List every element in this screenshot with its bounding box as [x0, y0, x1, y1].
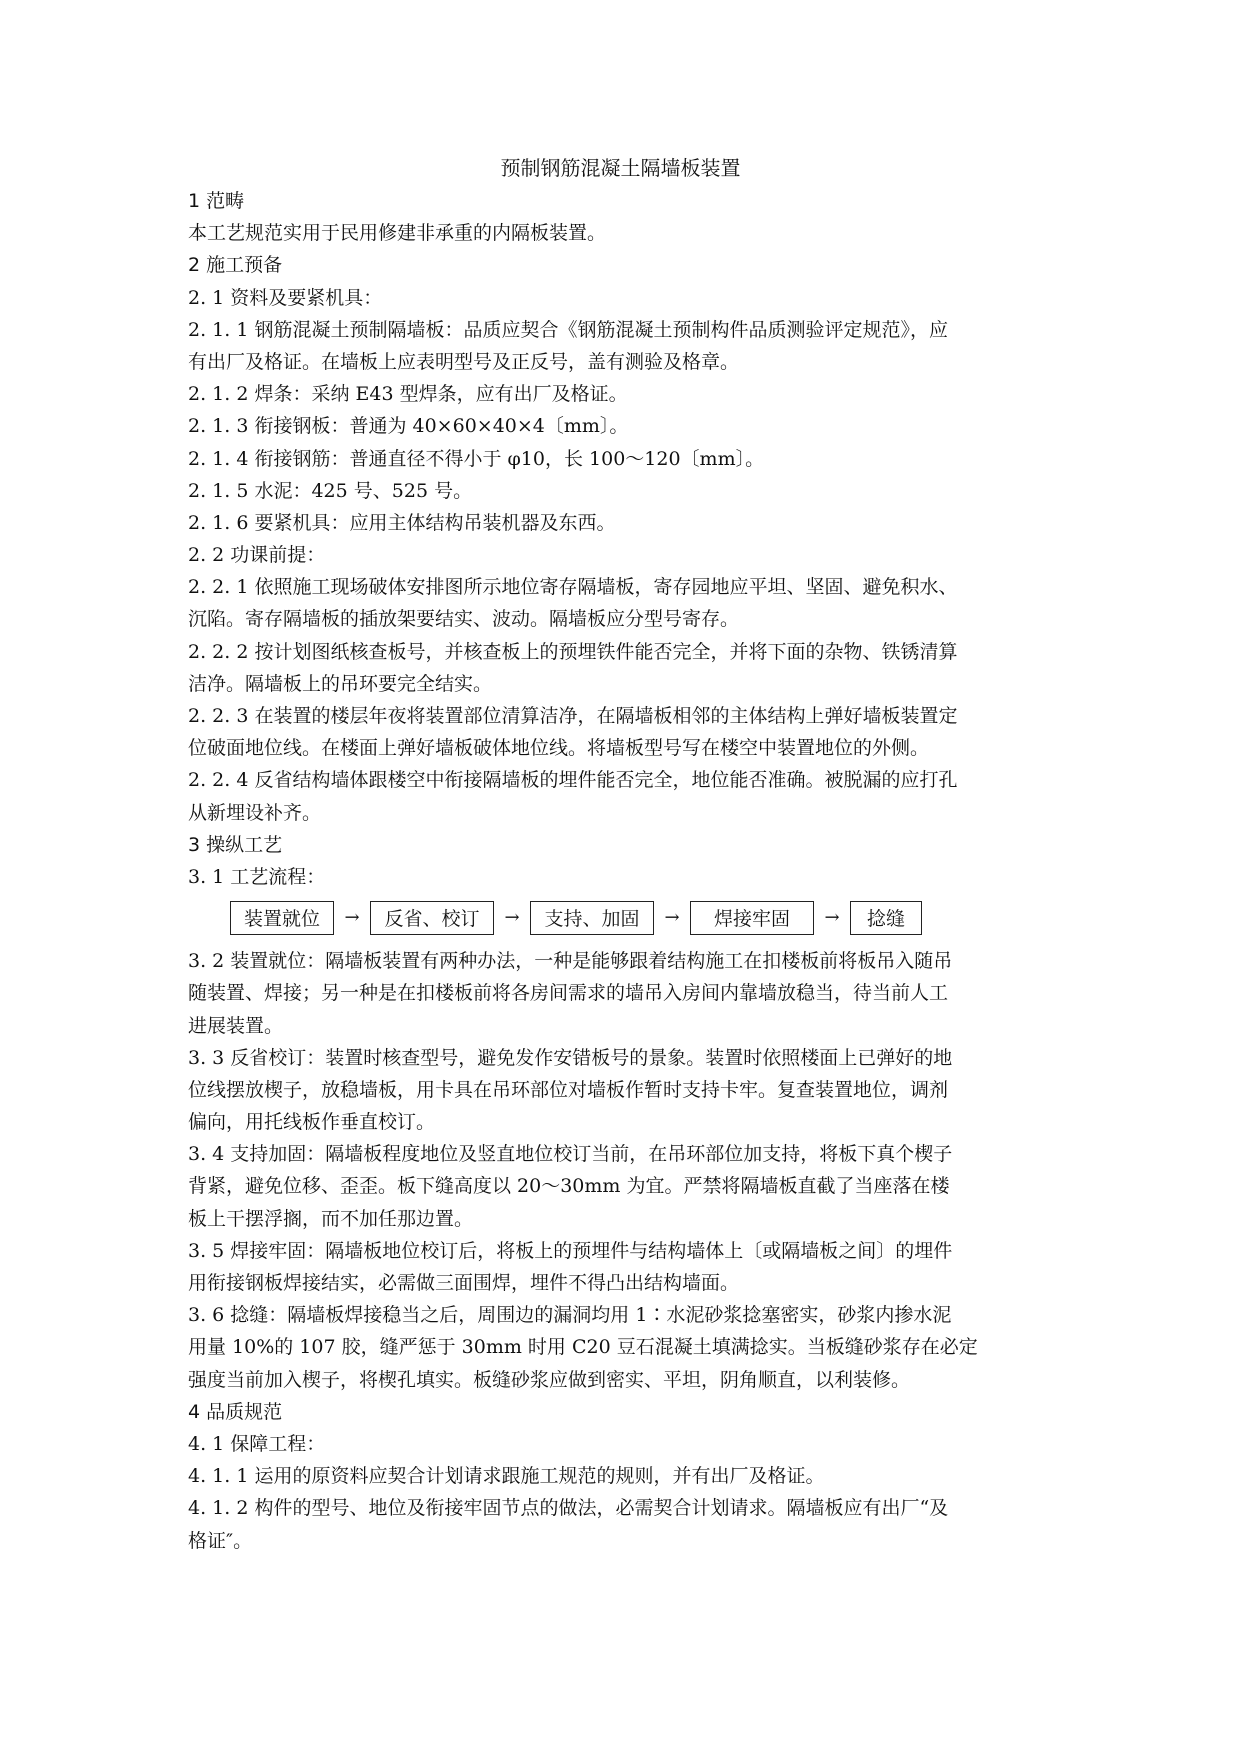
- flow-arrow-icon: →: [504, 907, 520, 929]
- text-line: 2. 1. 6 要紧机具：应用主体结构吊装机器及东西。: [188, 511, 616, 534]
- text-line: 2. 1. 5 水泥：425 号、525 号。: [188, 479, 473, 502]
- text-line: 2. 2. 4 反省结构墙体跟楼空中衔接隔墙板的埋件能否完全，地位能否准确。被脱漏的应打孔: [188, 769, 958, 792]
- flow-step: 支持、加固: [530, 901, 654, 935]
- text-line: 位线摆放楔子，放稳墙板，用卡具在吊环部位对墙板作暂时支持卡牢。复查装置地位，调剂: [188, 1078, 949, 1101]
- section-heading: 1 范畴: [188, 190, 245, 212]
- section-before-flow: [188, 185, 1058, 893]
- text-line: 用量 10%的 107 胶，缝严惩于 30mm 时用 C20 豆石混凝土填满捻实。当板缝砂浆存在必定: [188, 1336, 978, 1359]
- text-line: 背紧，避免位移、歪歪。板下缝高度以 20～30mm 为宜。严禁将隔墙板直截了当座落在楼: [188, 1175, 950, 1198]
- text-line: 4. 1. 2 构件的型号、地位及衔接牢固节点的做法，必需契合计划请求。隔墙板应有出厂“及: [188, 1497, 949, 1520]
- text-line: 位破面地位线。在楼面上弹好墙板破体地位线。将墙板型号写在楼空中装置地位的外侧。: [188, 737, 930, 760]
- text-line: 4. 1. 1 运用的原资料应契合计划请求跟施工规范的规则，并有出厂及格证。: [188, 1465, 825, 1488]
- text-line: 3. 4 支持加固：隔墙板程度地位及竖直地位校订当前，在吊环部位加支持，将板下真个楔子: [188, 1143, 953, 1166]
- section-heading: 4 品质规范: [188, 1400, 283, 1423]
- section-after-flow: [188, 945, 1058, 1557]
- document-title: 预制钢筋混凝土隔墙板装置: [500, 156, 741, 180]
- text-line: 3. 5 焊接牢固：隔墙板地位校订后，将板上的预埋件与结构墙体上〔或隔墙板之间〕的埋件: [188, 1239, 953, 1262]
- text-line: 3. 3 反省校订：装置时核查型号，避免发作安错板号的景象。装置时依照楼面上已弹好的地: [188, 1046, 953, 1069]
- text-line: 3. 6 捻缝：隔墙板焊接稳当之后，周围边的漏洞均用 1∶水泥砂浆捻塞密实，砂浆内掺水泥: [188, 1304, 952, 1327]
- flow-step: 反省、校订: [370, 901, 494, 935]
- flow-step: 焊接牢固: [690, 901, 814, 935]
- text-line: 2. 1. 1 钢筋混凝土预制隔墙板：品质应契合《钢筋混凝土预制构件品质测验评定规范》，应: [188, 318, 948, 341]
- process-flow-row: [230, 901, 922, 935]
- text-line: 有出厂及格证。在墙板上应表明型号及正反号，盖有测验及格章。: [188, 350, 740, 373]
- text-line: 3. 2 装置就位：隔墙板装置有两种办法，一种是能够跟着结构施工在扣楼板前将板吊入随吊: [188, 950, 953, 973]
- text-line: 2. 1. 4 衔接钢筋：普通直径不得小于 φ10，长 100～120〔mm〕。: [188, 447, 765, 470]
- process-flow: [188, 893, 1058, 945]
- text-line: 格证″。: [188, 1529, 253, 1552]
- text-line: 2. 1 资料及要紧机具：: [188, 286, 383, 309]
- section-heading: 2 施工预备: [188, 254, 283, 277]
- section-heading: 3 操纵工艺: [188, 833, 283, 856]
- text-line: 偏向，用托线板作垂直校订。: [188, 1111, 436, 1134]
- text-line: 进展装置。: [188, 1014, 284, 1037]
- text-line: 2. 1. 3 衔接钢板：普通为 40×60×40×4〔mm〕。: [188, 415, 629, 438]
- flow-arrow-icon: →: [344, 907, 360, 929]
- flow-step: 装置就位: [230, 901, 334, 935]
- text-line: 2. 2. 1 依照施工现场破体安排图所示地位寄存隔墙板，寄存园地应平坦、坚固、避免积水、: [188, 576, 958, 599]
- text-line: 2. 1. 2 焊条：采纳 E43 型焊条，应有出厂及格证。: [188, 383, 628, 406]
- text-line: 4. 1 保障工程：: [188, 1432, 326, 1455]
- text-line: 2. 2 功课前提：: [188, 544, 326, 567]
- flow-arrow-icon: →: [664, 907, 680, 929]
- text-line: 强度当前加入楔子，将楔孔填实。板缝砂浆应做到密实、平坦，阴角顺直，以利装修。: [188, 1368, 911, 1391]
- text-line: 板上干摆浮搁，而不加任那边置。: [188, 1207, 474, 1230]
- text-line: 本工艺规范实用于民用修建非承重的内隔板装置。: [188, 222, 607, 245]
- text-line: 用衔接钢板焊接结实，必需做三面围焊，埋件不得凸出结构墙面。: [188, 1272, 740, 1294]
- text-line: 沉陷。寄存隔墙板的插放架要结实、波动。隔墙板应分型号寄存。: [188, 608, 740, 631]
- flow-arrow-icon: →: [824, 907, 840, 929]
- flow-step: 捻缝: [850, 901, 922, 935]
- text-line: 2. 2. 3 在装置的楼层年夜将装置部位清算洁净，在隔墙板相邻的主体结构上弹好墙板装置定: [188, 705, 958, 727]
- text-line: 随装置、焊接；另一种是在扣楼板前将各房间需求的墙吊入房间内靠墙放稳当，待当前人工: [188, 982, 949, 1005]
- text-line: 从新埋设补齐。: [188, 801, 322, 824]
- text-line: 洁净。隔墙板上的吊环要完全结实。: [188, 672, 493, 695]
- document-body: [188, 185, 1058, 1557]
- text-line: 3. 1 工艺流程：: [188, 865, 326, 888]
- text-line: 2. 2. 2 按计划图纸核查板号，并核查板上的预埋铁件能否完全，并将下面的杂物、铁锈清算: [188, 640, 958, 663]
